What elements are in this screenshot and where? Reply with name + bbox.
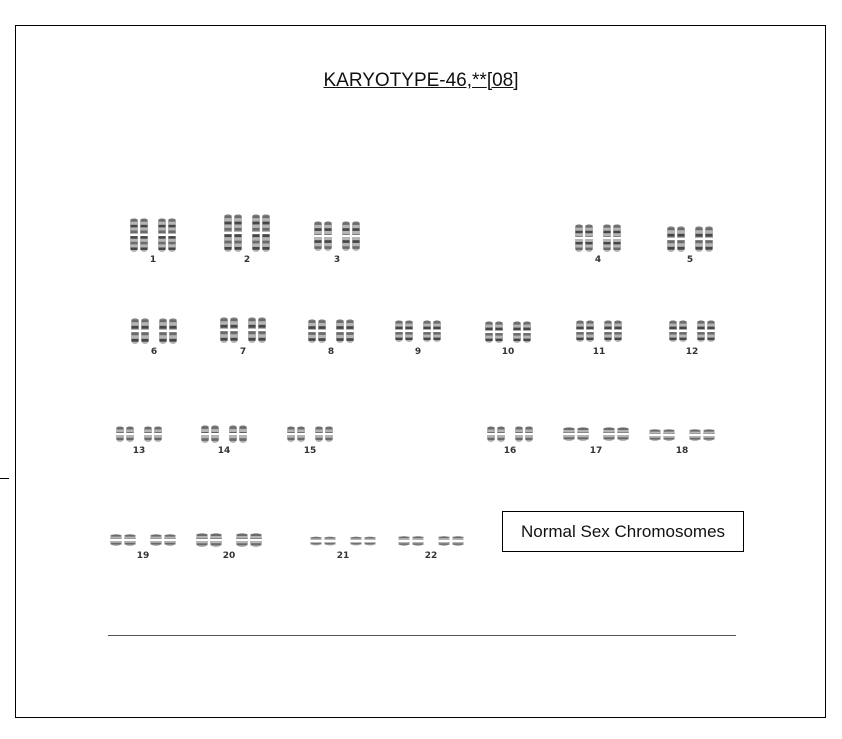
homolog <box>604 320 623 342</box>
signature-line <box>108 635 736 636</box>
chromosome-label-6: 6 <box>150 347 158 357</box>
chromosome-pair-17 <box>563 427 630 441</box>
homolog <box>438 536 465 546</box>
homolog <box>395 320 414 342</box>
homolog <box>229 425 248 443</box>
homolog <box>603 224 622 252</box>
chromosome-pair-11 <box>576 320 623 342</box>
homolog <box>669 320 688 342</box>
homolog <box>150 534 177 546</box>
homolog <box>487 426 506 442</box>
chromosome-label-1: 1 <box>149 255 157 265</box>
chromosome-pair-5 <box>667 226 714 252</box>
homolog <box>563 427 590 441</box>
homolog <box>576 320 595 342</box>
chromosome-label-2: 2 <box>243 255 251 265</box>
chromosome-label-13: 13 <box>132 446 146 456</box>
chromosome-label-17: 17 <box>589 446 603 456</box>
chromosome-label-20: 20 <box>222 551 236 561</box>
homolog <box>130 218 149 252</box>
homolog <box>689 429 716 441</box>
homolog <box>110 534 137 546</box>
chromosome-pair-22 <box>398 536 465 546</box>
homolog <box>201 425 220 443</box>
chromosome-label-8: 8 <box>327 347 335 357</box>
chromosome-label-3: 3 <box>333 255 341 265</box>
chromosome-label-9: 9 <box>414 347 422 357</box>
chromosome-pair-1 <box>130 218 177 252</box>
chromosome-label-14: 14 <box>217 446 231 456</box>
chromosome-label-11: 11 <box>592 347 606 357</box>
homolog <box>116 426 135 442</box>
chromosome-pair-13 <box>116 426 163 442</box>
homolog <box>485 321 504 343</box>
chromosome-label-4: 4 <box>594 255 602 265</box>
homolog <box>236 533 263 547</box>
chromosome-pair-10 <box>485 321 532 343</box>
chromosome-pair-21 <box>310 537 377 546</box>
chromosome-pair-16 <box>487 426 534 442</box>
homolog <box>695 226 714 252</box>
homolog <box>513 321 532 343</box>
homolog <box>336 319 355 343</box>
chromosome-pair-15 <box>287 426 334 442</box>
homolog <box>220 317 239 343</box>
homolog <box>248 317 267 343</box>
chromosome-pair-18 <box>649 429 716 441</box>
chromosome-label-21: 21 <box>336 551 350 561</box>
homolog <box>667 226 686 252</box>
chromosome-label-19: 19 <box>136 551 150 561</box>
chromosome-pair-14 <box>201 425 248 443</box>
chromosome-label-15: 15 <box>303 446 317 456</box>
homolog <box>252 214 271 252</box>
homolog <box>423 320 442 342</box>
chromosome-pair-20 <box>196 533 263 547</box>
chromosome-pair-3 <box>314 221 361 251</box>
chromosome-pair-6 <box>131 318 178 344</box>
homolog <box>287 426 306 442</box>
homolog <box>158 218 177 252</box>
homolog <box>314 221 333 251</box>
chromosome-label-18: 18 <box>675 446 689 456</box>
homolog <box>144 426 163 442</box>
chromosome-pair-4 <box>575 224 622 252</box>
karyotype-title-main: KARYOTYPE-46,** <box>323 70 487 91</box>
chromosome-label-10: 10 <box>501 347 515 357</box>
homolog <box>398 536 425 546</box>
chromosome-pair-7 <box>220 317 267 343</box>
chromosome-pair-2 <box>224 214 271 252</box>
homolog <box>697 320 716 342</box>
homolog <box>131 318 150 344</box>
chromosome-label-22: 22 <box>424 551 438 561</box>
homolog <box>603 427 630 441</box>
homolog <box>342 221 361 251</box>
homolog <box>196 533 223 547</box>
homolog <box>308 319 327 343</box>
chromosome-pair-8 <box>308 319 355 343</box>
chromosome-label-16: 16 <box>503 446 517 456</box>
homolog <box>515 426 534 442</box>
homolog <box>649 429 676 441</box>
sex-chromosomes-box: Normal Sex Chromosomes <box>502 511 744 552</box>
homolog <box>575 224 594 252</box>
homolog <box>159 318 178 344</box>
homolog <box>350 537 377 546</box>
karyotype-title-count: [08] <box>486 70 519 91</box>
chromosome-label-5: 5 <box>686 255 694 265</box>
homolog <box>315 426 334 442</box>
chromosome-label-7: 7 <box>239 347 247 357</box>
chromosome-pair-12 <box>669 320 716 342</box>
chromosome-label-12: 12 <box>685 347 699 357</box>
homolog <box>224 214 243 252</box>
chromosome-pair-19 <box>110 534 177 546</box>
chromosome-pair-9 <box>395 320 442 342</box>
homolog <box>310 537 337 546</box>
